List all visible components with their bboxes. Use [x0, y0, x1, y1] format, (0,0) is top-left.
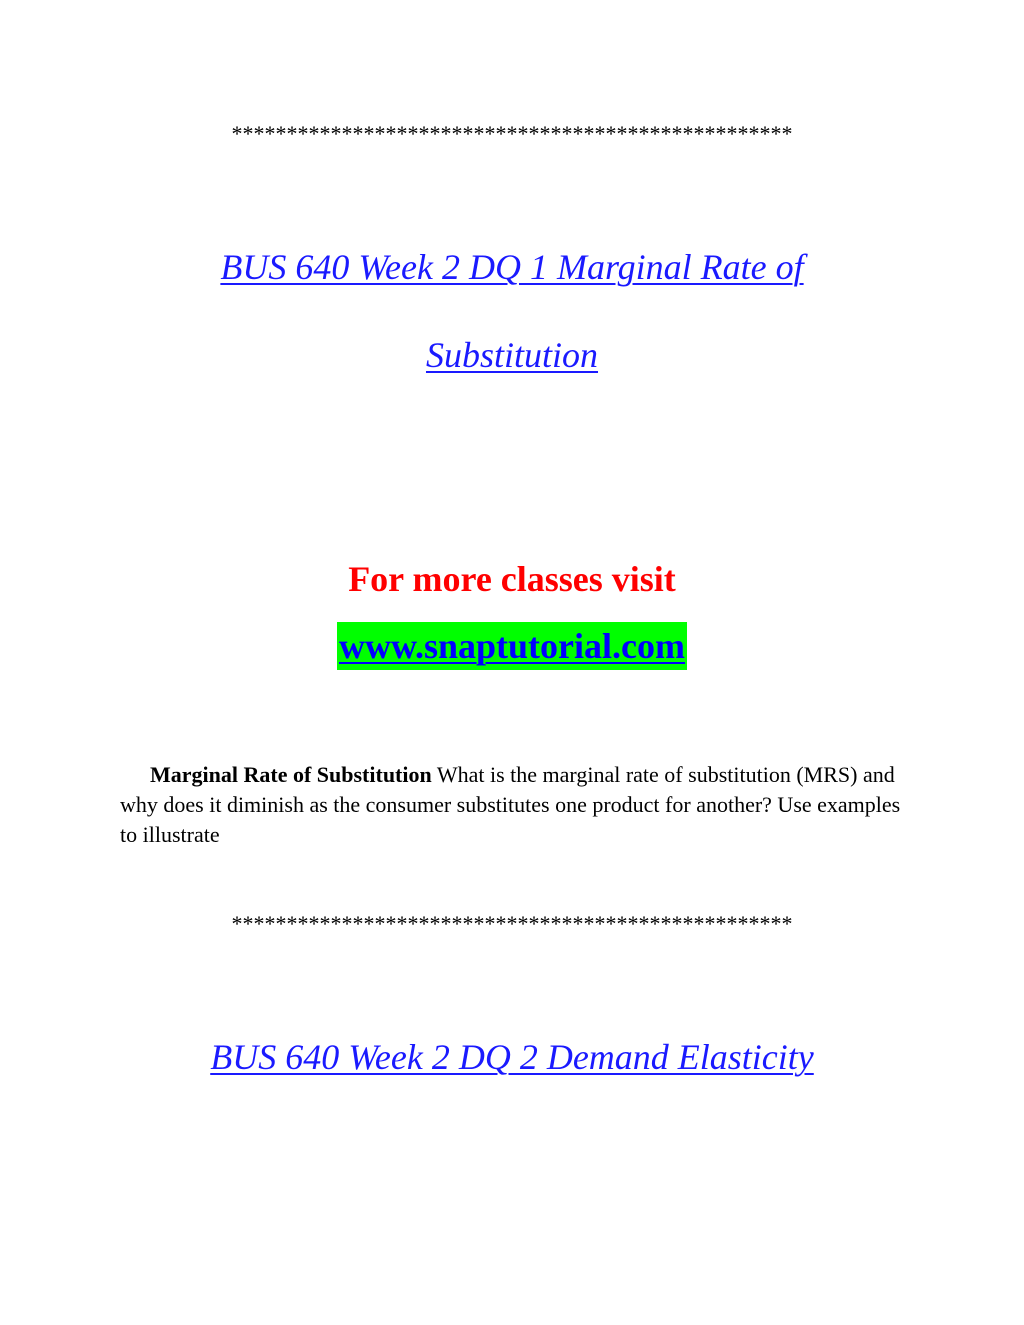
description-body: What is the marginal rate of substitution (MRS) and why does it diminish as the consumer substitutes one product for another? Use examples to illustrate: [120, 762, 901, 847]
course-1-title-line-1-link[interactable]: BUS 640 Week 2 DQ 1 Marginal Rate of: [220, 247, 804, 287]
separator-top: ***************************************************: [231, 121, 793, 146]
visit-heading: For more classes visit: [348, 559, 676, 599]
separator-middle: ***************************************************: [231, 911, 793, 936]
description-paragraph: [120, 760, 920, 850]
course-1-title-line-2-link[interactable]: Substitution: [425, 335, 599, 375]
url-container: [0, 622, 1024, 670]
course-2-title-link[interactable]: BUS 640 Week 2 DQ 2 Demand Elasticity: [210, 1037, 814, 1077]
snaptutorial-link[interactable]: www.snaptutorial.com: [337, 622, 687, 670]
description-lead: Marginal Rate of Substitution: [150, 762, 432, 787]
